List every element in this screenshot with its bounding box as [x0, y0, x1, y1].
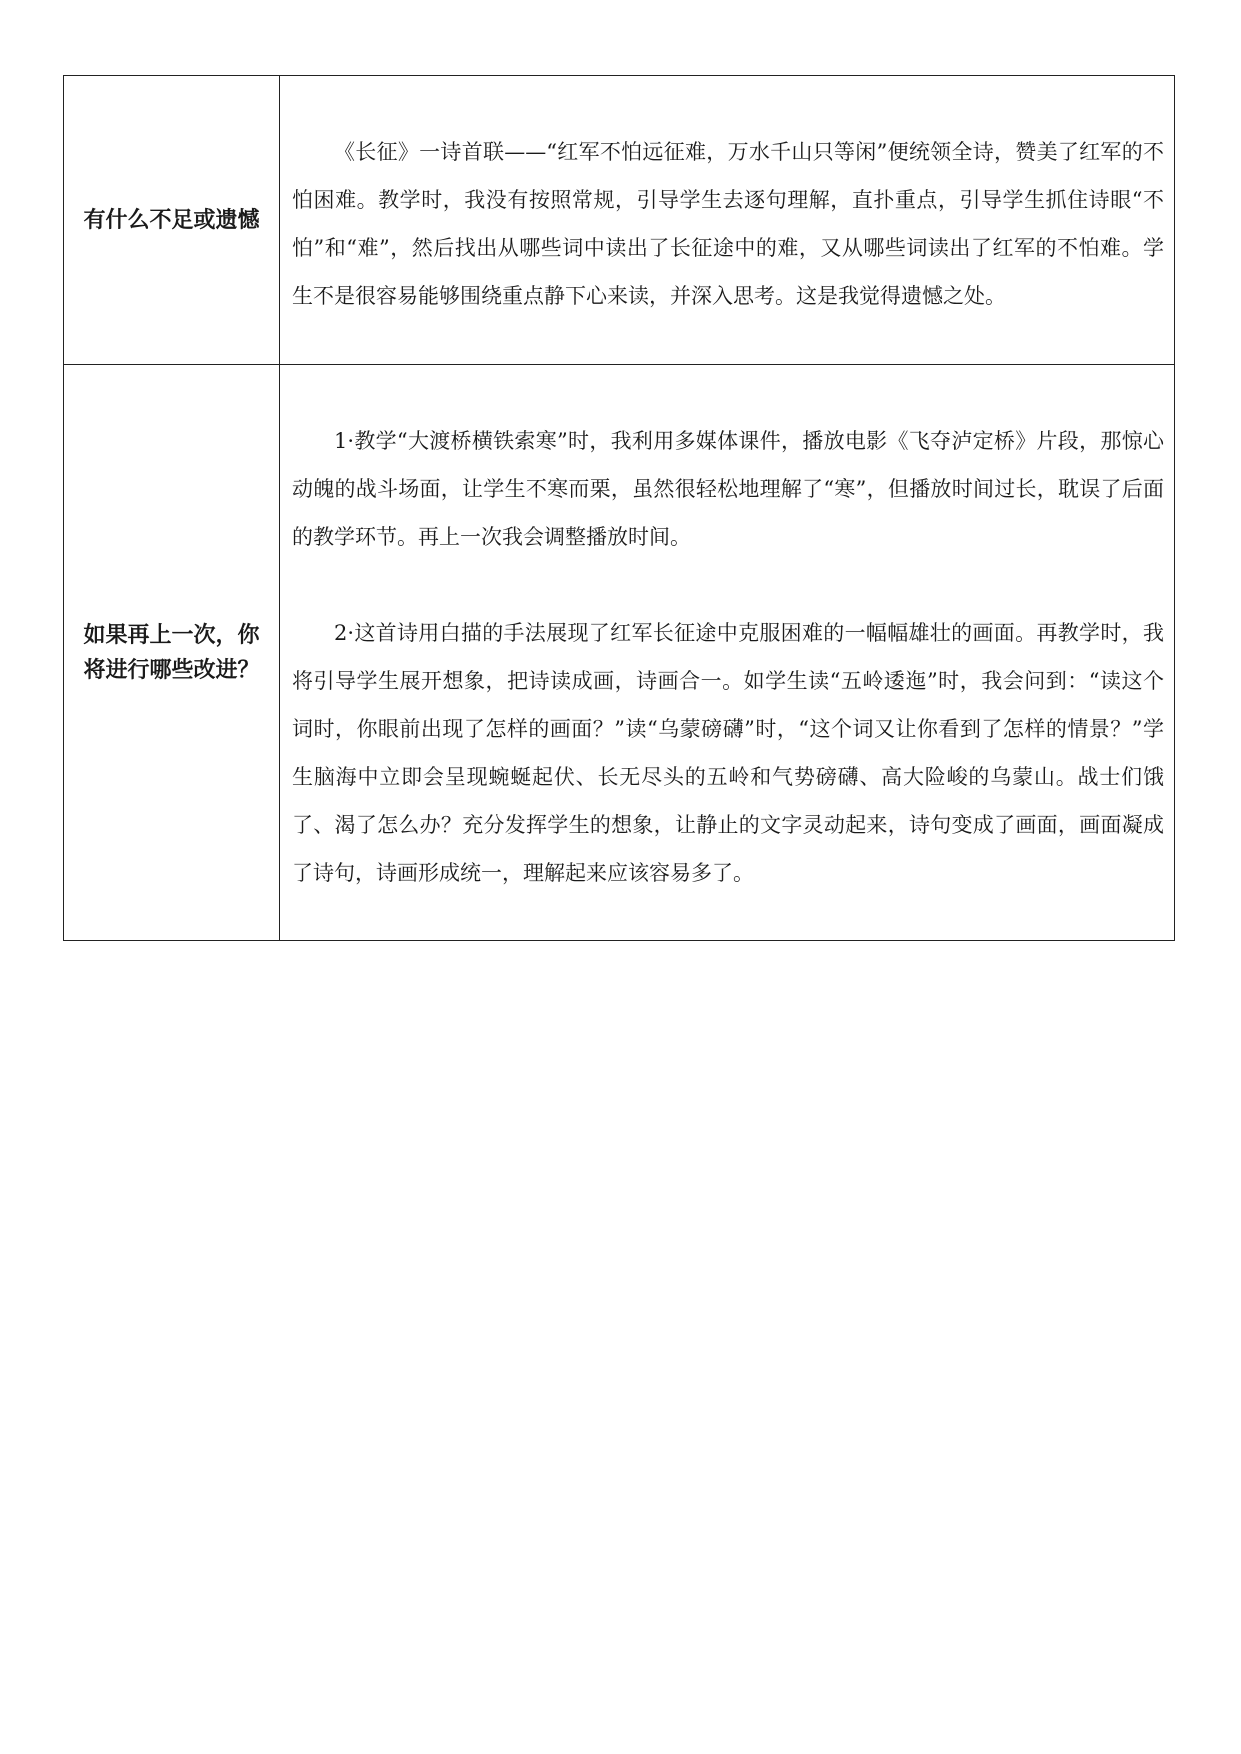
row-content [280, 76, 1175, 365]
paragraph: 《长征》一诗首联——“红军不怕远征难，万水千山只等闲”便统领全诗，赞美了红军的不怕困难。教学时，我没有按照常规，引导学生去逐句理解，直扑重点，引导学生抓住诗眼“不怕”和“难”，然后找出从哪些词中读出了长征途中的难，又从哪些词读出了红军的不怕难。学生不是很容易能够围绕重点静下心来读，并深入思考。这是我觉得遗憾之处。 [292, 140, 1164, 308]
row-label: 有什么不足或遗憾 [64, 76, 280, 365]
paragraph: 2·这首诗用白描的手法展现了红军长征途中克服困难的一幅幅雄壮的画面。再教学时，我将引导学生展开想象，把诗读成画，诗画合一。如学生读“五岭逶迤”时，我会问到：“读这个词时，你眼前出现了怎样的画面？”读“乌蒙磅礴”时，“这个词又让你看到了怎样的情景？”学生脑海中立即会呈现蜿蜒起伏、长无尽头的五岭和气势磅礴、高大险峻的乌蒙山。战士们饿了、渴了怎么办？充分发挥学生的想象，让静止的文字灵动起来，诗句变成了画面，画面凝成了诗句，诗画形成统一，理解起来应该容易多了。 [292, 620, 1164, 885]
reflection-table [63, 75, 1175, 941]
table-row [64, 365, 1175, 941]
paragraph-spacer [292, 561, 1164, 609]
row-label: 如果再上一次，你将进行哪些改进？ [64, 365, 280, 941]
paragraph: 1·教学“大渡桥横铁索寒”时，我利用多媒体课件，播放电影《飞夺泸定桥》片段，那惊心动魄的战斗场面，让学生不寒而栗，虽然很轻松地理解了“寒”，但播放时间过长，耽误了后面的教学环节。再上一次我会调整播放时间。 [292, 428, 1164, 549]
row-content [280, 365, 1175, 941]
table-row [64, 76, 1175, 365]
